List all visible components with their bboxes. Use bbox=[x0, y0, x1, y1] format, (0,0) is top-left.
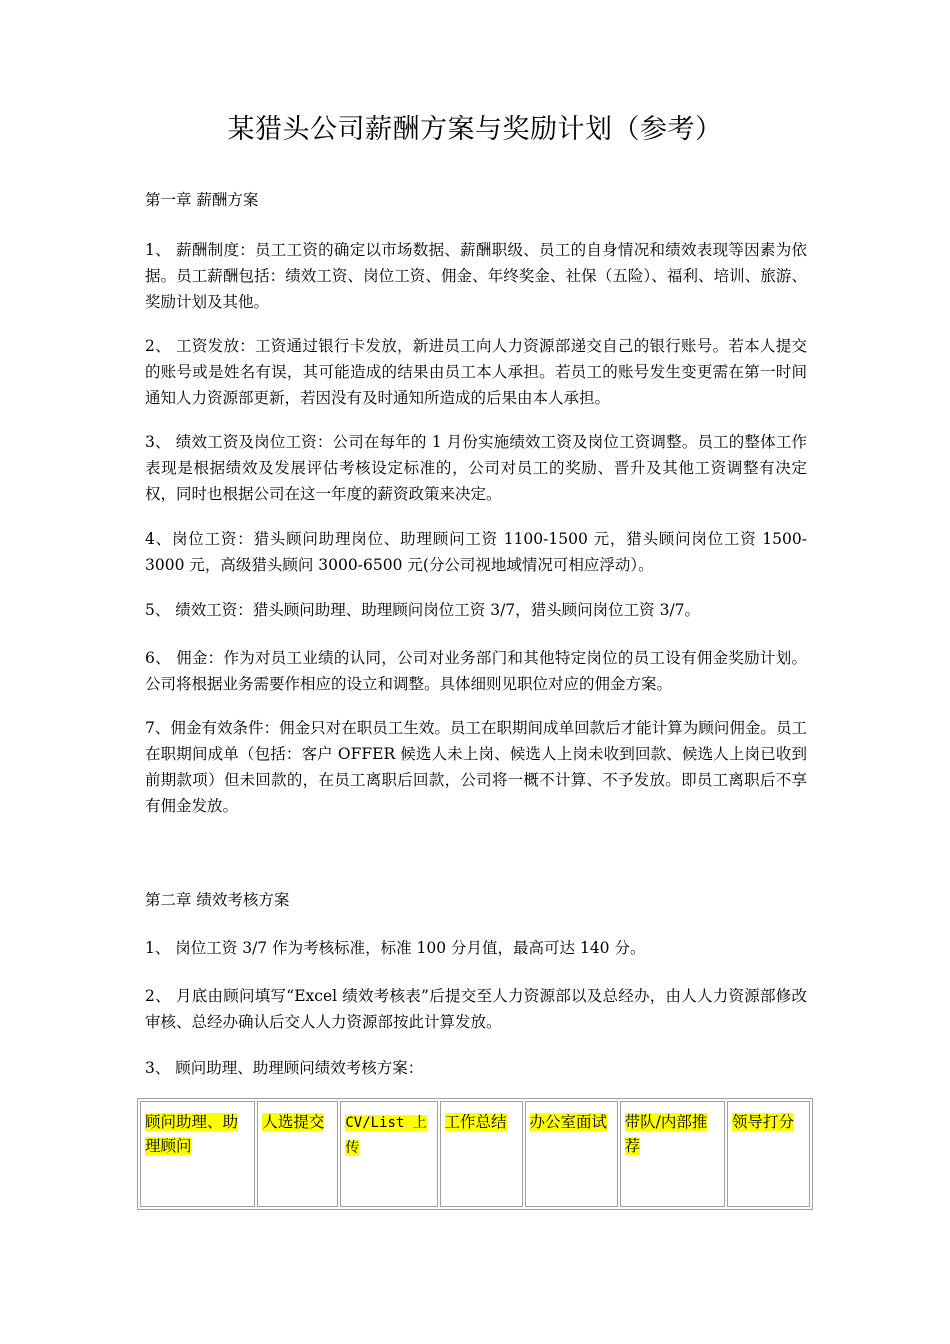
header-consultant-assistant: 顾问助理、助理顾问 bbox=[145, 1113, 239, 1155]
document-title: 某猎头公司薪酬方案与奖励计划（参考） bbox=[227, 114, 723, 145]
table-header-cell bbox=[257, 1101, 338, 1207]
chapter-2-item-1: 1、 岗位工资 3/7 作为考核标准，标准 100 分月值，最高可达 140 分。 bbox=[145, 939, 646, 957]
header-team-referral: 带队/内部推荐 bbox=[624, 1113, 708, 1155]
table-header-cell bbox=[340, 1101, 437, 1207]
header-work-summary: 工作总结 bbox=[444, 1113, 507, 1131]
chapter-1-item-6: 6、 佣金：作为对员工业绩的认同，公司对业务部门和其他特定岗位的员工设有佣金奖励计划。公司将根据业务需要作相应的设立和调整。具体细则见职位对应的佣金方案。 bbox=[145, 649, 807, 693]
chapter-1-item-3: 3、 绩效工资及岗位工资：公司在每年的 1 月份实施绩效工资及岗位工资调整。员工的整体工作表现是根据绩效及发展评估考核设定标准的，公司对员工的奖励、晋升及其他工资调整有决定权，同时也根据公司在这一年度的薪资政策来决定。 bbox=[145, 433, 807, 503]
table-header-cell bbox=[620, 1101, 725, 1207]
table-row bbox=[140, 1101, 810, 1207]
table-header-cell bbox=[440, 1101, 523, 1207]
table-header-cell bbox=[140, 1101, 255, 1207]
header-cv-upload: CV/List 上传 bbox=[345, 1115, 427, 1156]
table-header-cell bbox=[727, 1101, 810, 1207]
chapter-1-item-4: 4、岗位工资：猎头顾问助理岗位、助理顾问工资 1100-1500 元，猎头顾问岗位工资 1500-3000 元，高级猎头顾问 3000-6500 元(分公司视地域情况可相应浮动）。 bbox=[145, 530, 807, 574]
table-header-cell bbox=[525, 1101, 618, 1207]
chapter-2-item-3: 3、 顾问助理、助理顾问绩效考核方案： bbox=[145, 1059, 424, 1077]
header-leader-score: 领导打分 bbox=[731, 1113, 794, 1131]
assessment-table bbox=[137, 1098, 813, 1210]
chapter-1-item-1: 1、 薪酬制度：员工工资的确定以市场数据、薪酬职级、员工的自身情况和绩效表现等因素为依据。员工薪酬包括：绩效工资、岗位工资、佣金、年终奖金、社保（五险）、福利、培训、旅游、奖励计划及其他。 bbox=[145, 241, 807, 311]
chapter-2-heading: 第二章 绩效考核方案 bbox=[145, 891, 290, 909]
chapter-2-item-2: 2、 月底由顾问填写“Excel 绩效考核表”后提交至人力资源部以及总经办，由人人力资源部修改审核、总经办确认后交人人力资源部按此计算发放。 bbox=[145, 987, 807, 1031]
header-candidate-submission: 人选提交 bbox=[262, 1113, 325, 1131]
chapter-1-heading: 第一章 薪酬方案 bbox=[145, 191, 259, 209]
chapter-1-item-7: 7、佣金有效条件：佣金只对在职员工生效。员工在职期间成单回款后才能计算为顾问佣金。员工在职期间成单（包括：客户 OFFER 候选人未上岗、候选人上岗未收到回款、候选人上岗已收到前期款项）但未回款的，在员工离职后回款，公司将一概不计算、不予发放。即员工离职后不享有佣金发放。 bbox=[145, 719, 807, 815]
chapter-1-item-5: 5、 绩效工资：猎头顾问助理、助理顾问岗位工资 3/7，猎头顾问岗位工资 3/7。 bbox=[145, 601, 701, 619]
header-office-interview: 办公室面试 bbox=[529, 1113, 608, 1131]
chapter-1-item-2: 2、 工资发放：工资通过银行卡发放，新进员工向人力资源部递交自己的银行账号。若本人提交的账号或是姓名有误，其可能造成的结果由员工本人承担。若员工的账号发生变更需在第一时间通知人力资源部更新，若因没有及时通知所造成的后果由本人承担。 bbox=[145, 337, 807, 407]
